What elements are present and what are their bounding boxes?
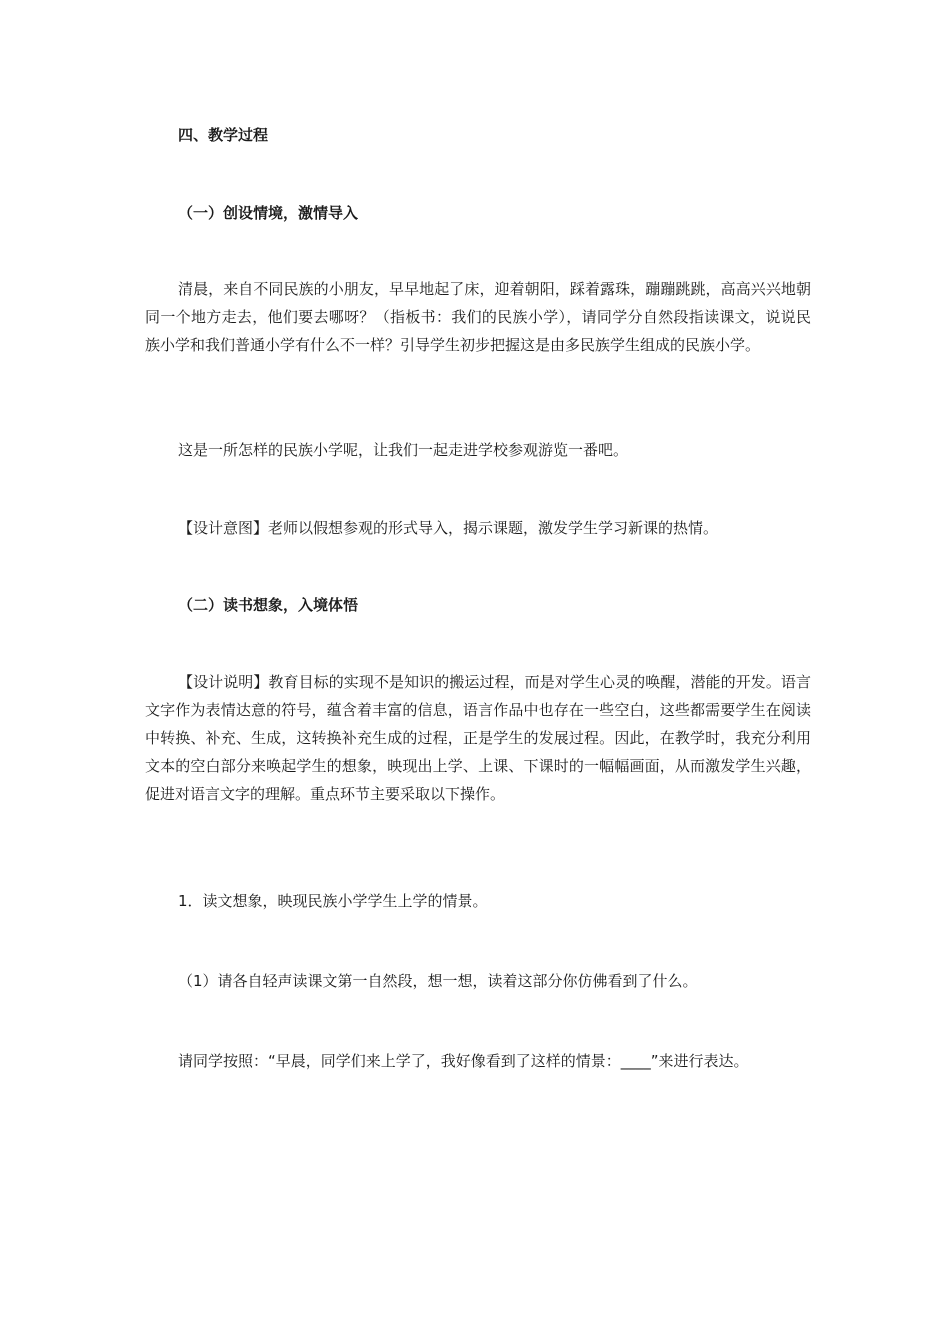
step-1-paragraph: 1．读文想象，映现民族小学学生上学的情景。 [178, 892, 488, 910]
intro-paragraph: 清晨，来自不同民族的小朋友，早早地起了床，迎着朝阳，踩着露珠，蹦蹦跳跳，高高兴兴地朝同一个地方走去，他们要去哪呀？（指板书：我们的民族小学），请同学分自然段指读课文，说说民族小学和我们普通小学有什么不一样？引导学生初步把握这是由多民族学生组成的民族小学。 [145, 280, 811, 354]
expression-prompt-paragraph: 请同学按照：“早晨，同学们来上学了，我好像看到了这样的情景：____”来进行表达。 [178, 1052, 749, 1070]
design-note-paragraph: 【设计说明】教育目标的实现不是知识的搬运过程，而是对学生心灵的唤醒，潜能的开发。语言文字作为表情达意的符号，蕴含着丰富的信息，语言作品中也存在一些空白，这些都需要学生在阅读中转换、补充、生成，这转换补充生成的过程，正是学生的发展过程。因此，在教学时，我充分利用文本的空白部分来唤起学生的想象，映现出上学、上课、下课时的一幅幅画面，从而激发学生兴趣，促进对语言文字的理解。重点环节主要采取以下操作。 [145, 673, 811, 803]
step-1-1-paragraph: （1）请各自轻声读课文第一自然段，想一想，读着这部分你仿佛看到了什么。 [178, 972, 698, 990]
transition-paragraph: 这是一所怎样的民族小学呢，让我们一起走进学校参观游览一番吧。 [178, 441, 629, 459]
design-intent-paragraph: 【设计意图】老师以假想参观的形式导入，揭示课题，激发学生学习新课的热情。 [178, 519, 719, 537]
subsection-heading-1: （一）创设情境，激情导入 [178, 204, 359, 222]
subsection-heading-2: （二）读书想象，入境体悟 [178, 596, 359, 614]
section-heading: 四、教学过程 [178, 126, 269, 144]
